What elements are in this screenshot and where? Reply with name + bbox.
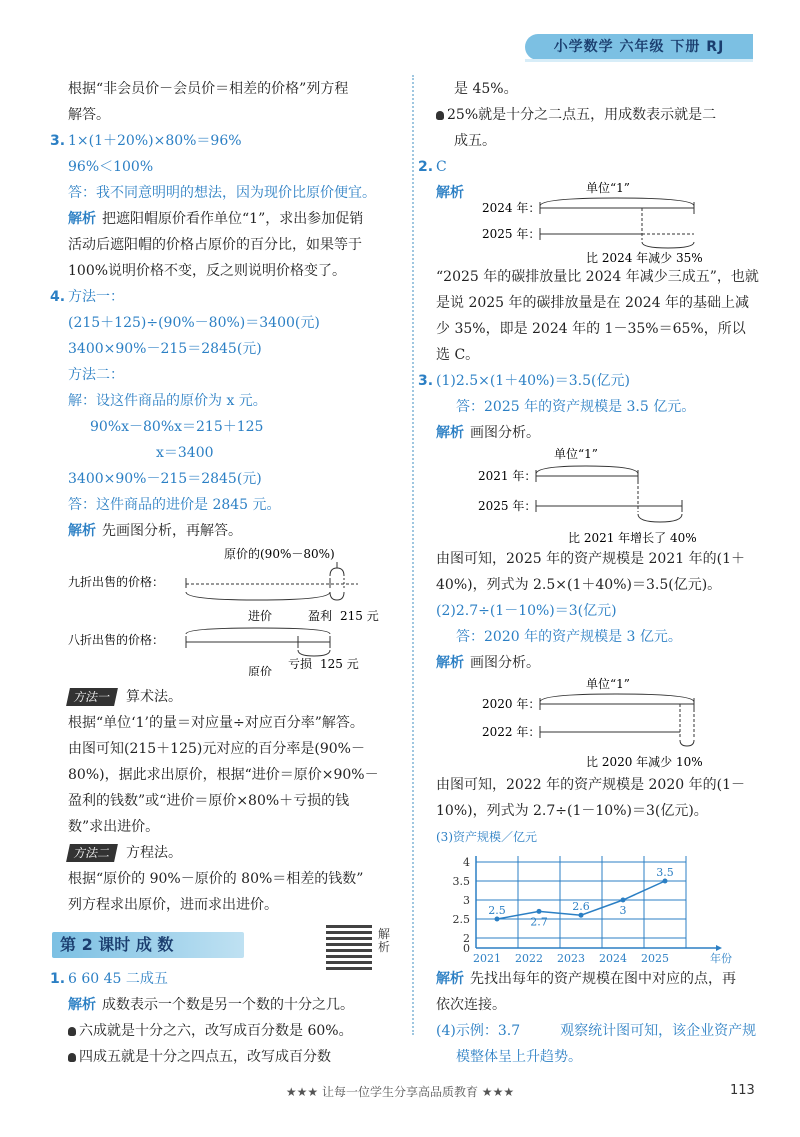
row-label: 2025 年： (478, 499, 537, 513)
bulb-icon (68, 1027, 76, 1036)
decrease-diagram (436, 676, 762, 772)
answer-line: (4)示例：3.7 (436, 1023, 521, 1039)
text-line: 先画图分析，再解答。 (102, 523, 242, 539)
analysis-label: 解析 (436, 185, 464, 201)
y-tick-label: 3.5 (452, 875, 470, 888)
unit-label: 单位“1” (586, 677, 630, 691)
y-tick-label: 3 (463, 894, 470, 907)
row-label: 八折出售的价格： (68, 633, 165, 647)
analysis-label: 解析 (436, 655, 464, 671)
data-label: 2.5 (488, 904, 506, 917)
text-line: 盈利的钱数”或“进价＝原价×80%＋亏损的钱 (68, 793, 350, 809)
answer-line: 答：2020 年的资产规模是 3 亿元。 (456, 629, 682, 645)
question-number: 2. (418, 159, 434, 175)
text-line: 根据“原价的 90%－原价的 80%＝相差的钱数” (68, 871, 364, 887)
answer-line: 答：我不同意明明的想法，因为现价比原价便宜。 (68, 185, 376, 201)
bulb-icon (436, 111, 444, 120)
lesson-header (60, 924, 396, 966)
qr-label: 解析 (378, 927, 391, 954)
text-line: “2025 年的碳排放量比 2024 年减少三成五”，也就 (436, 269, 759, 285)
text-line: 40%)，列式为 2.5×(1＋40%)＝3.5(亿元)。 (436, 577, 722, 593)
analysis-label: 解析 (68, 523, 96, 539)
price-diagram (68, 544, 396, 676)
loss-value: 125 元 (320, 657, 359, 671)
data-label: 2.6 (572, 900, 590, 914)
answer-line: 1×(1＋20%)×80%＝96% (68, 133, 242, 149)
answer-line: 观察统计图可知，该企业资产规 (560, 1023, 757, 1039)
text-line: 先找出每年的资产规模在图中对应的点，再 (470, 971, 736, 987)
diagram-top-label: 原价的(90%－80%) (224, 547, 335, 561)
analysis-label: 解析 (68, 211, 96, 227)
text-line: 解答。 (68, 107, 110, 123)
row-label: 2021 年： (478, 469, 537, 483)
text-line: 列方程求出原价，进而求出进价。 (68, 897, 278, 913)
answer-line: 方法二： (68, 367, 124, 383)
answer-line: (2)2.7÷(1－10%)＝3(亿元) (436, 603, 617, 619)
text-line: 依次连接。 (436, 997, 506, 1013)
x-tick-label: 2024 (599, 952, 627, 965)
x-tick-label: 2021 (473, 952, 501, 965)
profit-label: 盈利 (308, 609, 333, 623)
unit-label: 单位“1” (554, 447, 598, 461)
answer-line: 3400×90%－215＝2845(元) (68, 341, 262, 357)
diagram-bottom-label: 比 2020 年减少 10% (586, 755, 703, 769)
text-line: 25%就是十分之二点五，用成数表示就是二 (447, 107, 717, 123)
text-line: 选 C。 (436, 347, 480, 363)
original-price-label: 原价 (248, 665, 273, 676)
row-label: 九折出售的价格： (68, 575, 165, 589)
data-point (579, 913, 584, 918)
question-number: 4. (50, 289, 66, 305)
emission-diagram (436, 180, 762, 264)
data-label: 3 (619, 904, 627, 917)
text-line: 是 45%。 (454, 81, 518, 97)
answer-line: 6 60 45 二成五 (68, 971, 168, 987)
text-line: 10%)，列式为 2.7÷(1－10%)＝3(亿元)。 (436, 803, 708, 819)
row-label: 2020 年： (482, 697, 541, 711)
y-tick-label: 2.5 (452, 913, 470, 926)
text-line: 是说 2025 年的碳排放量是在 2024 年的基础上减 (436, 295, 750, 311)
text-line: 四成五就是十分之四点五，改写成百分数 (79, 1049, 331, 1065)
analysis-label: 解析 (68, 997, 96, 1013)
answer-line: 模整体呈上升趋势。 (456, 1049, 582, 1065)
page-number: 113 (730, 1083, 755, 1098)
text-line: 100%说明价格不变，反之则说明价格变了。 (68, 263, 347, 279)
data-label: 2.7 (530, 915, 548, 929)
method-title: 算术法。 (126, 689, 183, 705)
answer-line: 96%＜100% (68, 159, 154, 175)
qr-code-icon[interactable] (326, 924, 372, 970)
y-tick-label: 2 (463, 932, 470, 945)
analysis-label: 解析 (436, 425, 464, 441)
row-label: 2025 年： (482, 227, 541, 241)
answer-line: (1)2.5×(1＋40%)＝3.5(亿元) (436, 373, 630, 389)
text-line: 六成就是十分之六，改写成百分数是 60%。 (79, 1023, 353, 1039)
x-axis-label: 年份 (710, 952, 732, 965)
row-label: 2022 年： (482, 725, 541, 739)
text-line: 数”求出进价。 (68, 819, 160, 835)
text-line: 由图可知，2022 年的资产规模是 2020 年的(1－ (436, 777, 745, 793)
answer-line: 3400×90%－215＝2845(元) (68, 471, 262, 487)
cost-label: 进价 (248, 609, 273, 623)
question-number: 3. (50, 133, 66, 149)
loss-label: 亏损 (288, 657, 313, 671)
answer-line: C (436, 159, 447, 175)
answer-line: 90%x－80%x＝215＋125 (90, 419, 264, 435)
x-tick-label: 2022 (515, 952, 543, 965)
method-title: 方程法。 (126, 845, 183, 861)
answer-line: 方法一： (68, 289, 124, 305)
diagram-bottom-label: 比 2024 年减少 35% (586, 251, 703, 264)
x-tick-label: 2023 (557, 952, 585, 965)
text-line: 成数表示一个数是另一个数的十分之几。 (102, 997, 354, 1013)
lesson-title: 第 2 课时 成 数 (60, 935, 174, 954)
x-tick-label: 2025 (641, 952, 669, 965)
answer-line: 答：这件商品的进价是 2845 元。 (68, 497, 281, 513)
header-tag: 小学数学 六年级 下册 RJ (525, 34, 753, 60)
text-line: 成五。 (454, 133, 496, 149)
method-badge: 方法二 (66, 844, 118, 862)
data-point (621, 898, 626, 903)
y-tick-label: 0 (463, 942, 470, 955)
data-point (537, 909, 542, 914)
text-line: 把遮阳帽原价看作单位“1”，求出参加促销 (102, 211, 364, 227)
unit-label: 单位“1” (586, 181, 630, 195)
y-tick-label: 4 (463, 856, 470, 869)
answer-line: (215＋125)÷(90%－80%)＝3400(元) (68, 315, 320, 331)
footer-slogan: ★★★ 让每一位学生分享高品质教育 ★★★ (285, 1085, 515, 1099)
analysis-label: 解析 (436, 971, 464, 987)
text-line: 少 35%，即是 2024 年的 1－35%＝65%，所以 (436, 321, 746, 337)
method-badge: 方法一 (66, 688, 118, 706)
chart-ylabel: (3)资产规模／亿元 (436, 830, 537, 844)
header-underline (525, 59, 753, 62)
asset-line-chart (436, 850, 762, 966)
data-point (495, 917, 500, 922)
growth-diagram (436, 446, 762, 546)
answer-line: 解：设这件商品的原价为 x 元。 (68, 393, 267, 409)
text-line: 由图可知，2025 年的资产规模是 2021 年的(1＋ (436, 551, 745, 567)
text-line: 根据“非会员价－会员价＝相差的价格”列方程 (68, 81, 349, 97)
profit-value: 215 元 (340, 609, 379, 623)
text-line: 80%)，据此求出原价，根据“进价＝原价×90%－ (68, 767, 379, 783)
text-line: 画图分析。 (470, 655, 540, 671)
data-point (663, 879, 668, 884)
row-label: 2024 年： (482, 201, 541, 215)
diagram-bottom-label: 比 2021 年增长了 40% (568, 531, 697, 545)
question-number: 1. (50, 971, 66, 987)
text-line: 活动后遮阳帽的价格占原价的百分比，如果等于 (68, 237, 362, 253)
right-column (418, 76, 762, 1070)
text-line: 根据“单位‘1’的量＝对应量÷对应百分率”解答。 (68, 715, 364, 731)
text-line: 画图分析。 (470, 425, 540, 441)
data-label: 3.5 (656, 866, 674, 879)
x-axis-arrow (716, 945, 722, 951)
answer-line: 答：2025 年的资产规模是 3.5 亿元。 (456, 399, 696, 415)
bulb-icon (68, 1053, 76, 1062)
text-line: 由图可知(215＋125)元对应的百分率是(90%－ (68, 741, 365, 757)
column-divider (412, 75, 414, 1035)
left-column (50, 76, 396, 1070)
question-number: 3. (418, 373, 434, 389)
answer-line: x＝3400 (156, 445, 214, 461)
